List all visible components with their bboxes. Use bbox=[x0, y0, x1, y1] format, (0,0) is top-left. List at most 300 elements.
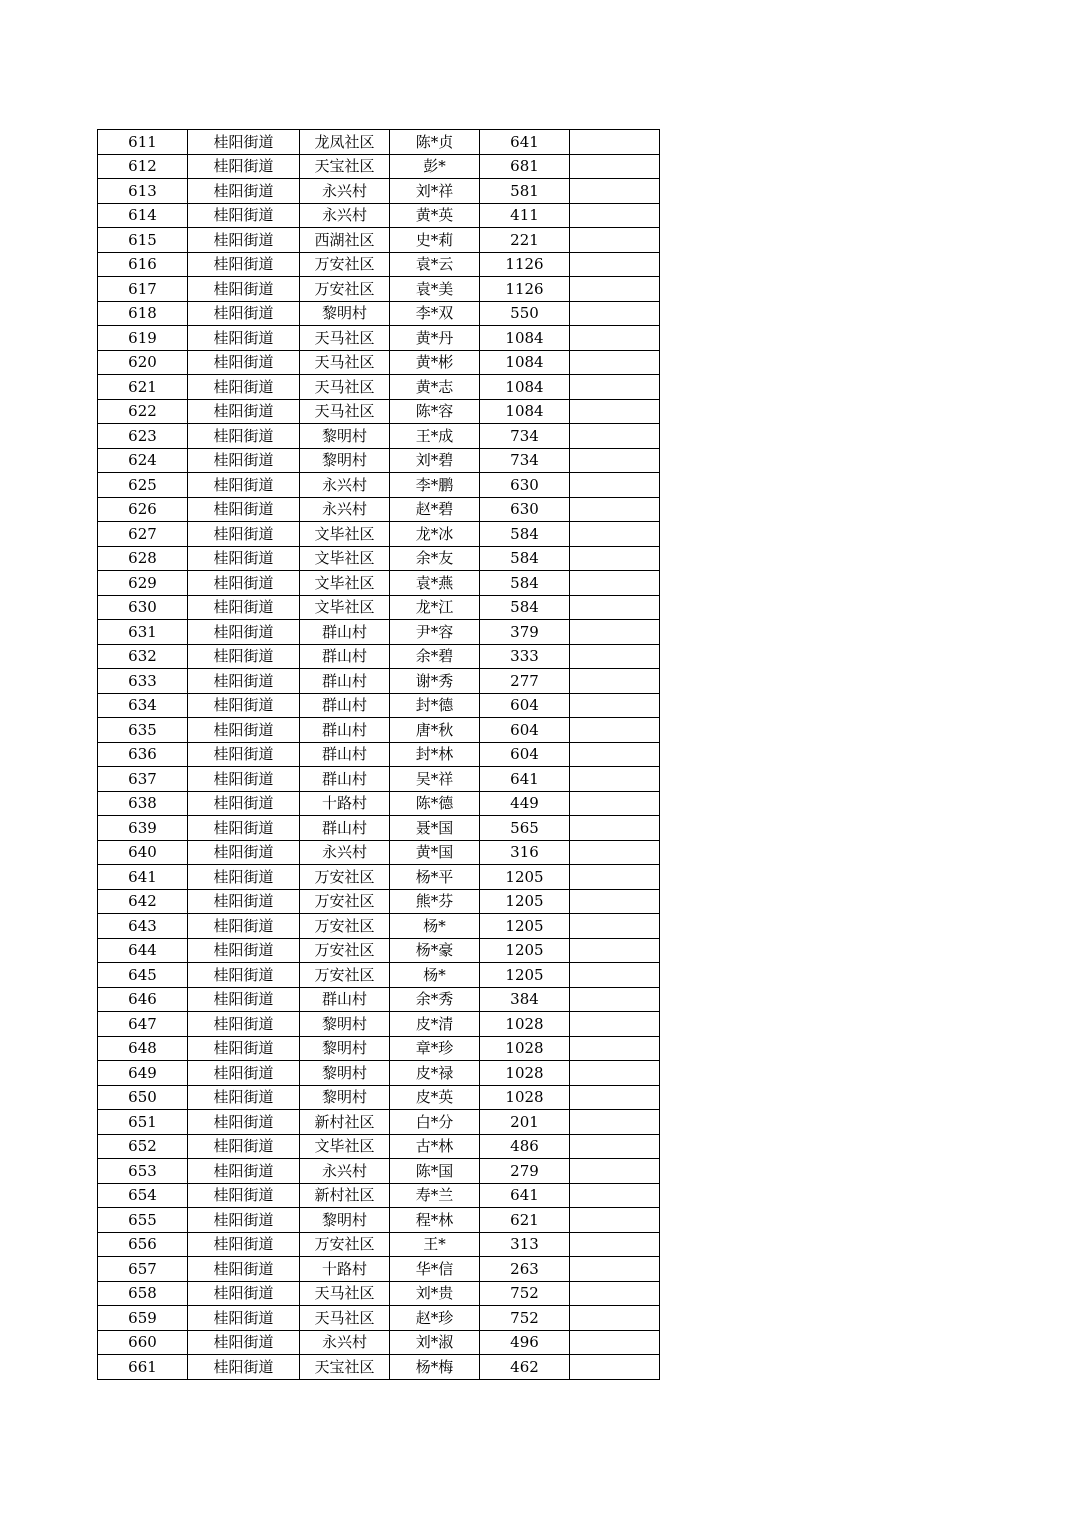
row-number-cell: 613 bbox=[98, 179, 188, 204]
remark-cell bbox=[570, 742, 660, 767]
street-cell: 桂阳街道 bbox=[188, 938, 300, 963]
remark-cell bbox=[570, 791, 660, 816]
remark-cell bbox=[570, 1281, 660, 1306]
community-cell: 万安社区 bbox=[300, 277, 390, 302]
table-row bbox=[98, 865, 660, 890]
remark-cell bbox=[570, 424, 660, 449]
amount-cell: 1028 bbox=[480, 1012, 570, 1037]
row-number-cell: 628 bbox=[98, 546, 188, 571]
amount-cell: 221 bbox=[480, 228, 570, 253]
table-row bbox=[98, 399, 660, 424]
table-row bbox=[98, 1330, 660, 1355]
row-number-cell: 635 bbox=[98, 718, 188, 743]
row-number-cell: 641 bbox=[98, 865, 188, 890]
amount-cell: 734 bbox=[480, 448, 570, 473]
name-cell: 黄*志 bbox=[390, 375, 480, 400]
row-number-cell: 638 bbox=[98, 791, 188, 816]
name-cell: 黄*国 bbox=[390, 840, 480, 865]
row-number-cell: 623 bbox=[98, 424, 188, 449]
remark-cell bbox=[570, 277, 660, 302]
table-row bbox=[98, 1232, 660, 1257]
table-row bbox=[98, 350, 660, 375]
name-cell: 杨*平 bbox=[390, 865, 480, 890]
street-cell: 桂阳街道 bbox=[188, 1257, 300, 1282]
remark-cell bbox=[570, 1330, 660, 1355]
community-cell: 万安社区 bbox=[300, 865, 390, 890]
name-cell: 刘*淑 bbox=[390, 1330, 480, 1355]
street-cell: 桂阳街道 bbox=[188, 1110, 300, 1135]
table-row bbox=[98, 546, 660, 571]
community-cell: 万安社区 bbox=[300, 252, 390, 277]
street-cell: 桂阳街道 bbox=[188, 203, 300, 228]
remark-cell bbox=[570, 1232, 660, 1257]
community-cell: 群山村 bbox=[300, 816, 390, 841]
community-cell: 龙凤社区 bbox=[300, 130, 390, 155]
row-number-cell: 649 bbox=[98, 1061, 188, 1086]
row-number-cell: 620 bbox=[98, 350, 188, 375]
table-row bbox=[98, 301, 660, 326]
row-number-cell: 643 bbox=[98, 914, 188, 939]
table-row bbox=[98, 620, 660, 645]
amount-cell: 279 bbox=[480, 1159, 570, 1184]
community-cell: 天马社区 bbox=[300, 399, 390, 424]
table-row bbox=[98, 1355, 660, 1380]
row-number-cell: 625 bbox=[98, 473, 188, 498]
amount-cell: 316 bbox=[480, 840, 570, 865]
community-cell: 文毕社区 bbox=[300, 546, 390, 571]
table-row bbox=[98, 1036, 660, 1061]
street-cell: 桂阳街道 bbox=[188, 399, 300, 424]
amount-cell: 496 bbox=[480, 1330, 570, 1355]
community-cell: 永兴村 bbox=[300, 473, 390, 498]
table-row bbox=[98, 1061, 660, 1086]
amount-cell: 1084 bbox=[480, 350, 570, 375]
community-cell: 永兴村 bbox=[300, 1330, 390, 1355]
remark-cell bbox=[570, 1085, 660, 1110]
row-number-cell: 645 bbox=[98, 963, 188, 988]
remark-cell bbox=[570, 1061, 660, 1086]
remark-cell bbox=[570, 375, 660, 400]
amount-cell: 486 bbox=[480, 1134, 570, 1159]
name-cell: 华*信 bbox=[390, 1257, 480, 1282]
remark-cell bbox=[570, 1159, 660, 1184]
table-row bbox=[98, 473, 660, 498]
community-cell: 天马社区 bbox=[300, 350, 390, 375]
remark-cell bbox=[570, 203, 660, 228]
amount-cell: 263 bbox=[480, 1257, 570, 1282]
row-number-cell: 659 bbox=[98, 1306, 188, 1331]
row-number-cell: 630 bbox=[98, 595, 188, 620]
community-cell: 天马社区 bbox=[300, 375, 390, 400]
amount-cell: 384 bbox=[480, 987, 570, 1012]
remark-cell bbox=[570, 987, 660, 1012]
row-number-cell: 654 bbox=[98, 1183, 188, 1208]
community-cell: 黎明村 bbox=[300, 1012, 390, 1037]
table-row bbox=[98, 154, 660, 179]
street-cell: 桂阳街道 bbox=[188, 791, 300, 816]
amount-cell: 604 bbox=[480, 693, 570, 718]
remark-cell bbox=[570, 399, 660, 424]
row-number-cell: 651 bbox=[98, 1110, 188, 1135]
name-cell: 李*鹏 bbox=[390, 473, 480, 498]
row-number-cell: 616 bbox=[98, 252, 188, 277]
community-cell: 群山村 bbox=[300, 693, 390, 718]
remark-cell bbox=[570, 571, 660, 596]
name-cell: 王*成 bbox=[390, 424, 480, 449]
street-cell: 桂阳街道 bbox=[188, 228, 300, 253]
name-cell: 袁*美 bbox=[390, 277, 480, 302]
community-cell: 黎明村 bbox=[300, 1061, 390, 1086]
remark-cell bbox=[570, 546, 660, 571]
name-cell: 谢*秀 bbox=[390, 669, 480, 694]
row-number-cell: 644 bbox=[98, 938, 188, 963]
table-row bbox=[98, 889, 660, 914]
name-cell: 刘*祥 bbox=[390, 179, 480, 204]
table-row bbox=[98, 742, 660, 767]
amount-cell: 1084 bbox=[480, 326, 570, 351]
amount-cell: 1028 bbox=[480, 1061, 570, 1086]
table-row bbox=[98, 669, 660, 694]
row-number-cell: 622 bbox=[98, 399, 188, 424]
name-cell: 王* bbox=[390, 1232, 480, 1257]
table-row bbox=[98, 375, 660, 400]
amount-cell: 1126 bbox=[480, 277, 570, 302]
table-row bbox=[98, 252, 660, 277]
community-cell: 新村社区 bbox=[300, 1183, 390, 1208]
street-cell: 桂阳街道 bbox=[188, 1159, 300, 1184]
community-cell: 文毕社区 bbox=[300, 571, 390, 596]
street-cell: 桂阳街道 bbox=[188, 669, 300, 694]
street-cell: 桂阳街道 bbox=[188, 1183, 300, 1208]
street-cell: 桂阳街道 bbox=[188, 987, 300, 1012]
amount-cell: 641 bbox=[480, 1183, 570, 1208]
street-cell: 桂阳街道 bbox=[188, 1012, 300, 1037]
street-cell: 桂阳街道 bbox=[188, 1061, 300, 1086]
name-cell: 龙*冰 bbox=[390, 522, 480, 547]
name-cell: 皮*禄 bbox=[390, 1061, 480, 1086]
community-cell: 群山村 bbox=[300, 767, 390, 792]
community-cell: 西湖社区 bbox=[300, 228, 390, 253]
table-row bbox=[98, 963, 660, 988]
amount-cell: 1205 bbox=[480, 889, 570, 914]
table-body bbox=[98, 130, 660, 1380]
street-cell: 桂阳街道 bbox=[188, 154, 300, 179]
name-cell: 黄*彬 bbox=[390, 350, 480, 375]
remark-cell bbox=[570, 963, 660, 988]
name-cell: 余*碧 bbox=[390, 644, 480, 669]
row-number-cell: 642 bbox=[98, 889, 188, 914]
community-cell: 十路村 bbox=[300, 1257, 390, 1282]
street-cell: 桂阳街道 bbox=[188, 497, 300, 522]
row-number-cell: 660 bbox=[98, 1330, 188, 1355]
remark-cell bbox=[570, 938, 660, 963]
remark-cell bbox=[570, 1110, 660, 1135]
remark-cell bbox=[570, 644, 660, 669]
community-cell: 万安社区 bbox=[300, 938, 390, 963]
table-row bbox=[98, 840, 660, 865]
name-cell: 李*双 bbox=[390, 301, 480, 326]
name-cell: 黄*丹 bbox=[390, 326, 480, 351]
street-cell: 桂阳街道 bbox=[188, 595, 300, 620]
row-number-cell: 617 bbox=[98, 277, 188, 302]
street-cell: 桂阳街道 bbox=[188, 1208, 300, 1233]
row-number-cell: 619 bbox=[98, 326, 188, 351]
row-number-cell: 624 bbox=[98, 448, 188, 473]
street-cell: 桂阳街道 bbox=[188, 350, 300, 375]
remark-cell bbox=[570, 1208, 660, 1233]
street-cell: 桂阳街道 bbox=[188, 767, 300, 792]
community-cell: 群山村 bbox=[300, 718, 390, 743]
row-number-cell: 629 bbox=[98, 571, 188, 596]
table-row bbox=[98, 816, 660, 841]
name-cell: 袁*燕 bbox=[390, 571, 480, 596]
amount-cell: 681 bbox=[480, 154, 570, 179]
street-cell: 桂阳街道 bbox=[188, 1232, 300, 1257]
table-row bbox=[98, 1085, 660, 1110]
remark-cell bbox=[570, 718, 660, 743]
table-row bbox=[98, 571, 660, 596]
community-cell: 黎明村 bbox=[300, 424, 390, 449]
name-cell: 尹*容 bbox=[390, 620, 480, 645]
name-cell: 余*秀 bbox=[390, 987, 480, 1012]
community-cell: 万安社区 bbox=[300, 1232, 390, 1257]
amount-cell: 584 bbox=[480, 571, 570, 596]
amount-cell: 1028 bbox=[480, 1085, 570, 1110]
table-row bbox=[98, 938, 660, 963]
community-cell: 黎明村 bbox=[300, 1208, 390, 1233]
table-row bbox=[98, 1306, 660, 1331]
name-cell: 陈*国 bbox=[390, 1159, 480, 1184]
amount-cell: 1205 bbox=[480, 938, 570, 963]
amount-cell: 411 bbox=[480, 203, 570, 228]
row-number-cell: 650 bbox=[98, 1085, 188, 1110]
remark-cell bbox=[570, 1036, 660, 1061]
amount-cell: 641 bbox=[480, 767, 570, 792]
street-cell: 桂阳街道 bbox=[188, 644, 300, 669]
name-cell: 彭* bbox=[390, 154, 480, 179]
street-cell: 桂阳街道 bbox=[188, 963, 300, 988]
amount-cell: 584 bbox=[480, 595, 570, 620]
remark-cell bbox=[570, 130, 660, 155]
row-number-cell: 633 bbox=[98, 669, 188, 694]
name-cell: 杨* bbox=[390, 914, 480, 939]
street-cell: 桂阳街道 bbox=[188, 889, 300, 914]
amount-cell: 752 bbox=[480, 1281, 570, 1306]
row-number-cell: 646 bbox=[98, 987, 188, 1012]
community-cell: 天宝社区 bbox=[300, 1355, 390, 1380]
name-cell: 杨*豪 bbox=[390, 938, 480, 963]
name-cell: 杨*梅 bbox=[390, 1355, 480, 1380]
community-cell: 群山村 bbox=[300, 987, 390, 1012]
remark-cell bbox=[570, 1306, 660, 1331]
table-row bbox=[98, 914, 660, 939]
community-cell: 黎明村 bbox=[300, 448, 390, 473]
name-cell: 吴*祥 bbox=[390, 767, 480, 792]
name-cell: 寿*兰 bbox=[390, 1183, 480, 1208]
table-row bbox=[98, 1281, 660, 1306]
street-cell: 桂阳街道 bbox=[188, 914, 300, 939]
row-number-cell: 631 bbox=[98, 620, 188, 645]
table-row bbox=[98, 497, 660, 522]
amount-cell: 313 bbox=[480, 1232, 570, 1257]
amount-cell: 449 bbox=[480, 791, 570, 816]
amount-cell: 565 bbox=[480, 816, 570, 841]
row-number-cell: 614 bbox=[98, 203, 188, 228]
street-cell: 桂阳街道 bbox=[188, 522, 300, 547]
table-row bbox=[98, 1208, 660, 1233]
remark-cell bbox=[570, 228, 660, 253]
street-cell: 桂阳街道 bbox=[188, 1355, 300, 1380]
remark-cell bbox=[570, 620, 660, 645]
community-cell: 文毕社区 bbox=[300, 1134, 390, 1159]
street-cell: 桂阳街道 bbox=[188, 473, 300, 498]
row-number-cell: 657 bbox=[98, 1257, 188, 1282]
street-cell: 桂阳街道 bbox=[188, 718, 300, 743]
name-cell: 刘*贵 bbox=[390, 1281, 480, 1306]
name-cell: 赵*珍 bbox=[390, 1306, 480, 1331]
name-cell: 陈*贞 bbox=[390, 130, 480, 155]
community-cell: 十路村 bbox=[300, 791, 390, 816]
street-cell: 桂阳街道 bbox=[188, 1281, 300, 1306]
table-row bbox=[98, 424, 660, 449]
street-cell: 桂阳街道 bbox=[188, 1330, 300, 1355]
community-cell: 万安社区 bbox=[300, 889, 390, 914]
row-number-cell: 652 bbox=[98, 1134, 188, 1159]
community-cell: 群山村 bbox=[300, 742, 390, 767]
remark-cell bbox=[570, 326, 660, 351]
amount-cell: 277 bbox=[480, 669, 570, 694]
row-number-cell: 615 bbox=[98, 228, 188, 253]
amount-cell: 641 bbox=[480, 130, 570, 155]
name-cell: 程*林 bbox=[390, 1208, 480, 1233]
remark-cell bbox=[570, 179, 660, 204]
community-cell: 永兴村 bbox=[300, 203, 390, 228]
community-cell: 永兴村 bbox=[300, 840, 390, 865]
amount-cell: 1205 bbox=[480, 914, 570, 939]
street-cell: 桂阳街道 bbox=[188, 816, 300, 841]
remark-cell bbox=[570, 669, 660, 694]
data-table bbox=[97, 129, 660, 1380]
street-cell: 桂阳街道 bbox=[188, 301, 300, 326]
amount-cell: 1126 bbox=[480, 252, 570, 277]
community-cell: 黎明村 bbox=[300, 301, 390, 326]
table-row bbox=[98, 791, 660, 816]
amount-cell: 630 bbox=[480, 497, 570, 522]
street-cell: 桂阳街道 bbox=[188, 546, 300, 571]
street-cell: 桂阳街道 bbox=[188, 277, 300, 302]
remark-cell bbox=[570, 1183, 660, 1208]
table-row bbox=[98, 718, 660, 743]
name-cell: 封*德 bbox=[390, 693, 480, 718]
remark-cell bbox=[570, 252, 660, 277]
street-cell: 桂阳街道 bbox=[188, 179, 300, 204]
row-number-cell: 621 bbox=[98, 375, 188, 400]
amount-cell: 1084 bbox=[480, 375, 570, 400]
remark-cell bbox=[570, 693, 660, 718]
remark-cell bbox=[570, 350, 660, 375]
street-cell: 桂阳街道 bbox=[188, 375, 300, 400]
row-number-cell: 639 bbox=[98, 816, 188, 841]
street-cell: 桂阳街道 bbox=[188, 693, 300, 718]
street-cell: 桂阳街道 bbox=[188, 130, 300, 155]
table-row bbox=[98, 767, 660, 792]
street-cell: 桂阳街道 bbox=[188, 1134, 300, 1159]
row-number-cell: 618 bbox=[98, 301, 188, 326]
name-cell: 陈*德 bbox=[390, 791, 480, 816]
amount-cell: 550 bbox=[480, 301, 570, 326]
table-row bbox=[98, 1012, 660, 1037]
amount-cell: 581 bbox=[480, 179, 570, 204]
amount-cell: 604 bbox=[480, 718, 570, 743]
community-cell: 永兴村 bbox=[300, 1159, 390, 1184]
name-cell: 史*莉 bbox=[390, 228, 480, 253]
remark-cell bbox=[570, 816, 660, 841]
row-number-cell: 658 bbox=[98, 1281, 188, 1306]
row-number-cell: 653 bbox=[98, 1159, 188, 1184]
remark-cell bbox=[570, 889, 660, 914]
amount-cell: 201 bbox=[480, 1110, 570, 1135]
community-cell: 永兴村 bbox=[300, 497, 390, 522]
row-number-cell: 611 bbox=[98, 130, 188, 155]
amount-cell: 584 bbox=[480, 546, 570, 571]
street-cell: 桂阳街道 bbox=[188, 865, 300, 890]
name-cell: 皮*英 bbox=[390, 1085, 480, 1110]
name-cell: 章*珍 bbox=[390, 1036, 480, 1061]
remark-cell bbox=[570, 497, 660, 522]
table-row bbox=[98, 1183, 660, 1208]
row-number-cell: 655 bbox=[98, 1208, 188, 1233]
street-cell: 桂阳街道 bbox=[188, 448, 300, 473]
remark-cell bbox=[570, 473, 660, 498]
row-number-cell: 627 bbox=[98, 522, 188, 547]
amount-cell: 630 bbox=[480, 473, 570, 498]
table-row bbox=[98, 1110, 660, 1135]
name-cell: 古*林 bbox=[390, 1134, 480, 1159]
street-cell: 桂阳街道 bbox=[188, 620, 300, 645]
row-number-cell: 647 bbox=[98, 1012, 188, 1037]
community-cell: 天马社区 bbox=[300, 326, 390, 351]
table-row bbox=[98, 448, 660, 473]
name-cell: 聂*国 bbox=[390, 816, 480, 841]
row-number-cell: 648 bbox=[98, 1036, 188, 1061]
amount-cell: 734 bbox=[480, 424, 570, 449]
remark-cell bbox=[570, 1012, 660, 1037]
remark-cell bbox=[570, 1355, 660, 1380]
name-cell: 封*林 bbox=[390, 742, 480, 767]
community-cell: 群山村 bbox=[300, 620, 390, 645]
row-number-cell: 626 bbox=[98, 497, 188, 522]
row-number-cell: 636 bbox=[98, 742, 188, 767]
community-cell: 新村社区 bbox=[300, 1110, 390, 1135]
community-cell: 黎明村 bbox=[300, 1085, 390, 1110]
amount-cell: 333 bbox=[480, 644, 570, 669]
table-row bbox=[98, 1257, 660, 1282]
street-cell: 桂阳街道 bbox=[188, 424, 300, 449]
name-cell: 杨* bbox=[390, 963, 480, 988]
name-cell: 陈*容 bbox=[390, 399, 480, 424]
remark-cell bbox=[570, 154, 660, 179]
name-cell: 龙*江 bbox=[390, 595, 480, 620]
remark-cell bbox=[570, 1257, 660, 1282]
name-cell: 黄*英 bbox=[390, 203, 480, 228]
amount-cell: 584 bbox=[480, 522, 570, 547]
community-cell: 群山村 bbox=[300, 644, 390, 669]
row-number-cell: 632 bbox=[98, 644, 188, 669]
remark-cell bbox=[570, 865, 660, 890]
row-number-cell: 640 bbox=[98, 840, 188, 865]
remark-cell bbox=[570, 1134, 660, 1159]
table-row bbox=[98, 203, 660, 228]
